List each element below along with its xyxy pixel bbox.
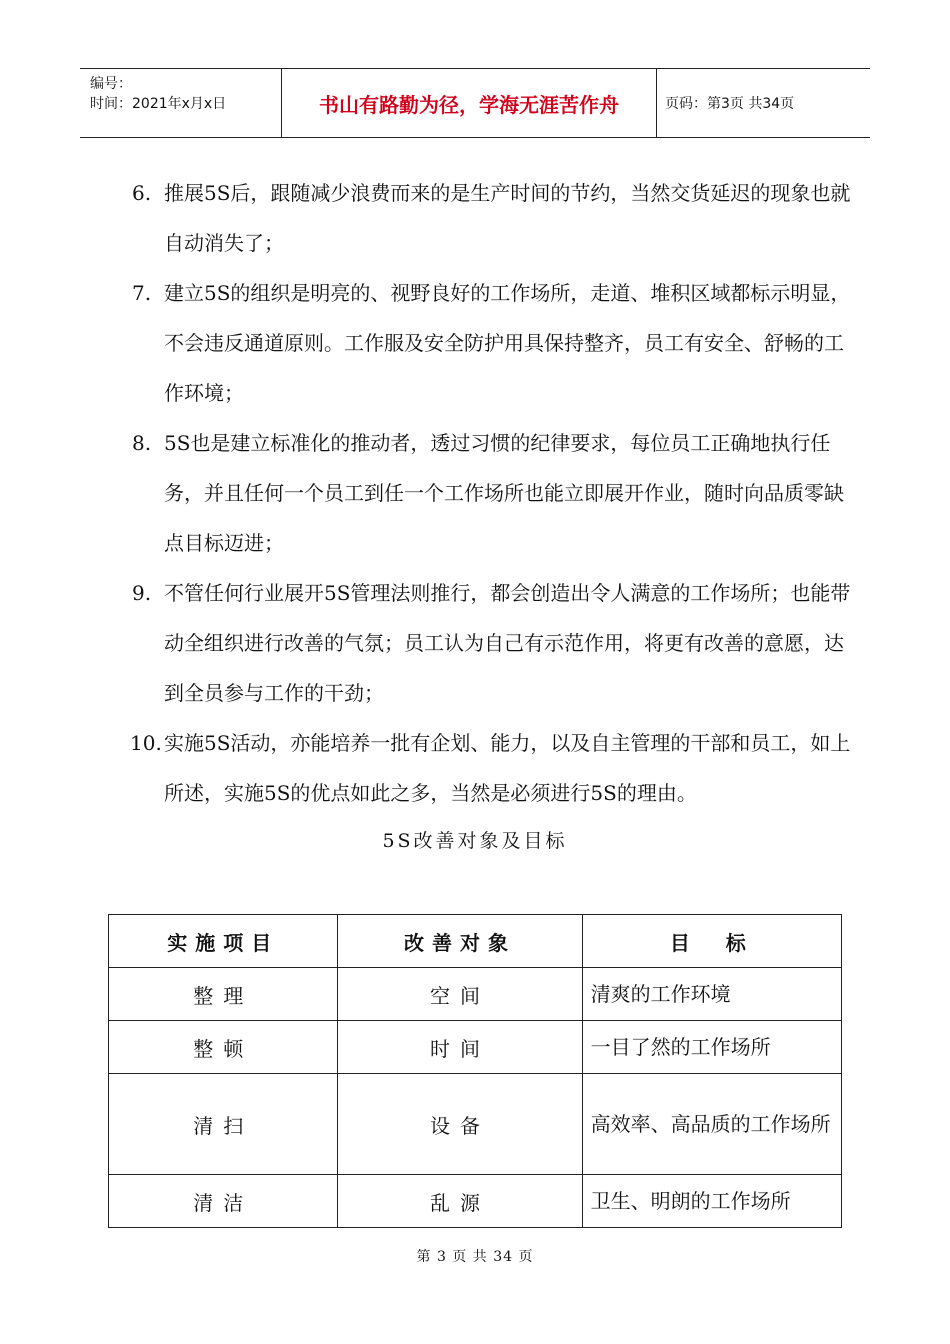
number-label: 编号： (90, 76, 132, 92)
list-item-text: 推展5S后，跟随减少浪费而来的是生产时间的节约，当然交货延迟的现象也就自动消失了； (164, 181, 851, 255)
page-footer: 第 3 页 共 34 页 (416, 1249, 534, 1265)
list-item-number: 8. (132, 431, 152, 455)
header-motto: 书山有路勤为径，学海无涯苦作舟 (281, 69, 657, 137)
list-item-number: 6. (132, 181, 152, 205)
table-cell: 清扫 (109, 1074, 338, 1175)
header-meta (80, 69, 280, 137)
table-row (109, 1175, 842, 1228)
list-item (132, 418, 862, 568)
header-page-info: 页码：第3页 共34页 (665, 96, 795, 112)
table-cell: 高效率、高品质的工作场所 (582, 1074, 841, 1175)
table-cell: 清爽的工作环境 (582, 968, 841, 1021)
page-header (80, 68, 870, 138)
table-row (109, 968, 842, 1021)
list-item-text: 5S也是建立标准化的推动者，透过习惯的纪律要求，每位员工正确地执行任务，并且任何一个员工到任一个工作场所也能立即展开作业，随时向品质零缺点目标迈进； (164, 431, 844, 555)
table-cell: 一目了然的工作场所 (582, 1021, 841, 1074)
table-cell: 乱源 (338, 1175, 582, 1228)
table-cell: 清洁 (109, 1175, 338, 1228)
column-header: 目 标 (582, 915, 841, 968)
column-header: 改善对象 (338, 915, 582, 968)
list-item-number: 10. (130, 731, 162, 755)
section-title: 5S改善对象及目标 (382, 830, 568, 852)
list-item-number: 9. (132, 581, 152, 605)
date-label: 时间：2021年x月x日 (90, 96, 227, 112)
list-item (132, 268, 862, 418)
table-header-row (109, 915, 842, 968)
table-cell: 整顿 (109, 1021, 338, 1074)
table-row (109, 1021, 842, 1074)
table-cell: 设备 (338, 1074, 582, 1175)
list-item-number: 7. (132, 281, 152, 305)
table-cell: 空间 (338, 968, 582, 1021)
list-item-text: 建立5S的组织是明亮的、视野良好的工作场所，走道、堆积区域都标示明显，不会违反通道原则。工作服及安全防护用具保持整齐，员工有安全、舒畅的工作环境； (164, 281, 851, 405)
list-item (132, 718, 862, 818)
column-header: 实施项目 (109, 915, 338, 968)
advantages-list (132, 168, 862, 818)
table-cell: 卫生、明朗的工作场所 (582, 1175, 841, 1228)
list-item (132, 168, 862, 268)
list-item-text: 不管任何行业展开5S管理法则推行，都会创造出令人满意的工作场所；也能带动全组织进行改善的气氛；员工认为自己有示范作用，将更有改善的意愿，达到全员参与工作的干劲； (164, 581, 851, 705)
table-cell: 整理 (109, 968, 338, 1021)
improvement-table (108, 914, 842, 1228)
list-item (132, 568, 862, 718)
table-cell: 时间 (338, 1021, 582, 1074)
list-item-text: 实施5S活动，亦能培养一批有企划、能力，以及自主管理的干部和员工，如上所述，实施5S的优点如此之多，当然是必须进行5S的理由。 (164, 731, 851, 805)
table-row (109, 1074, 842, 1175)
